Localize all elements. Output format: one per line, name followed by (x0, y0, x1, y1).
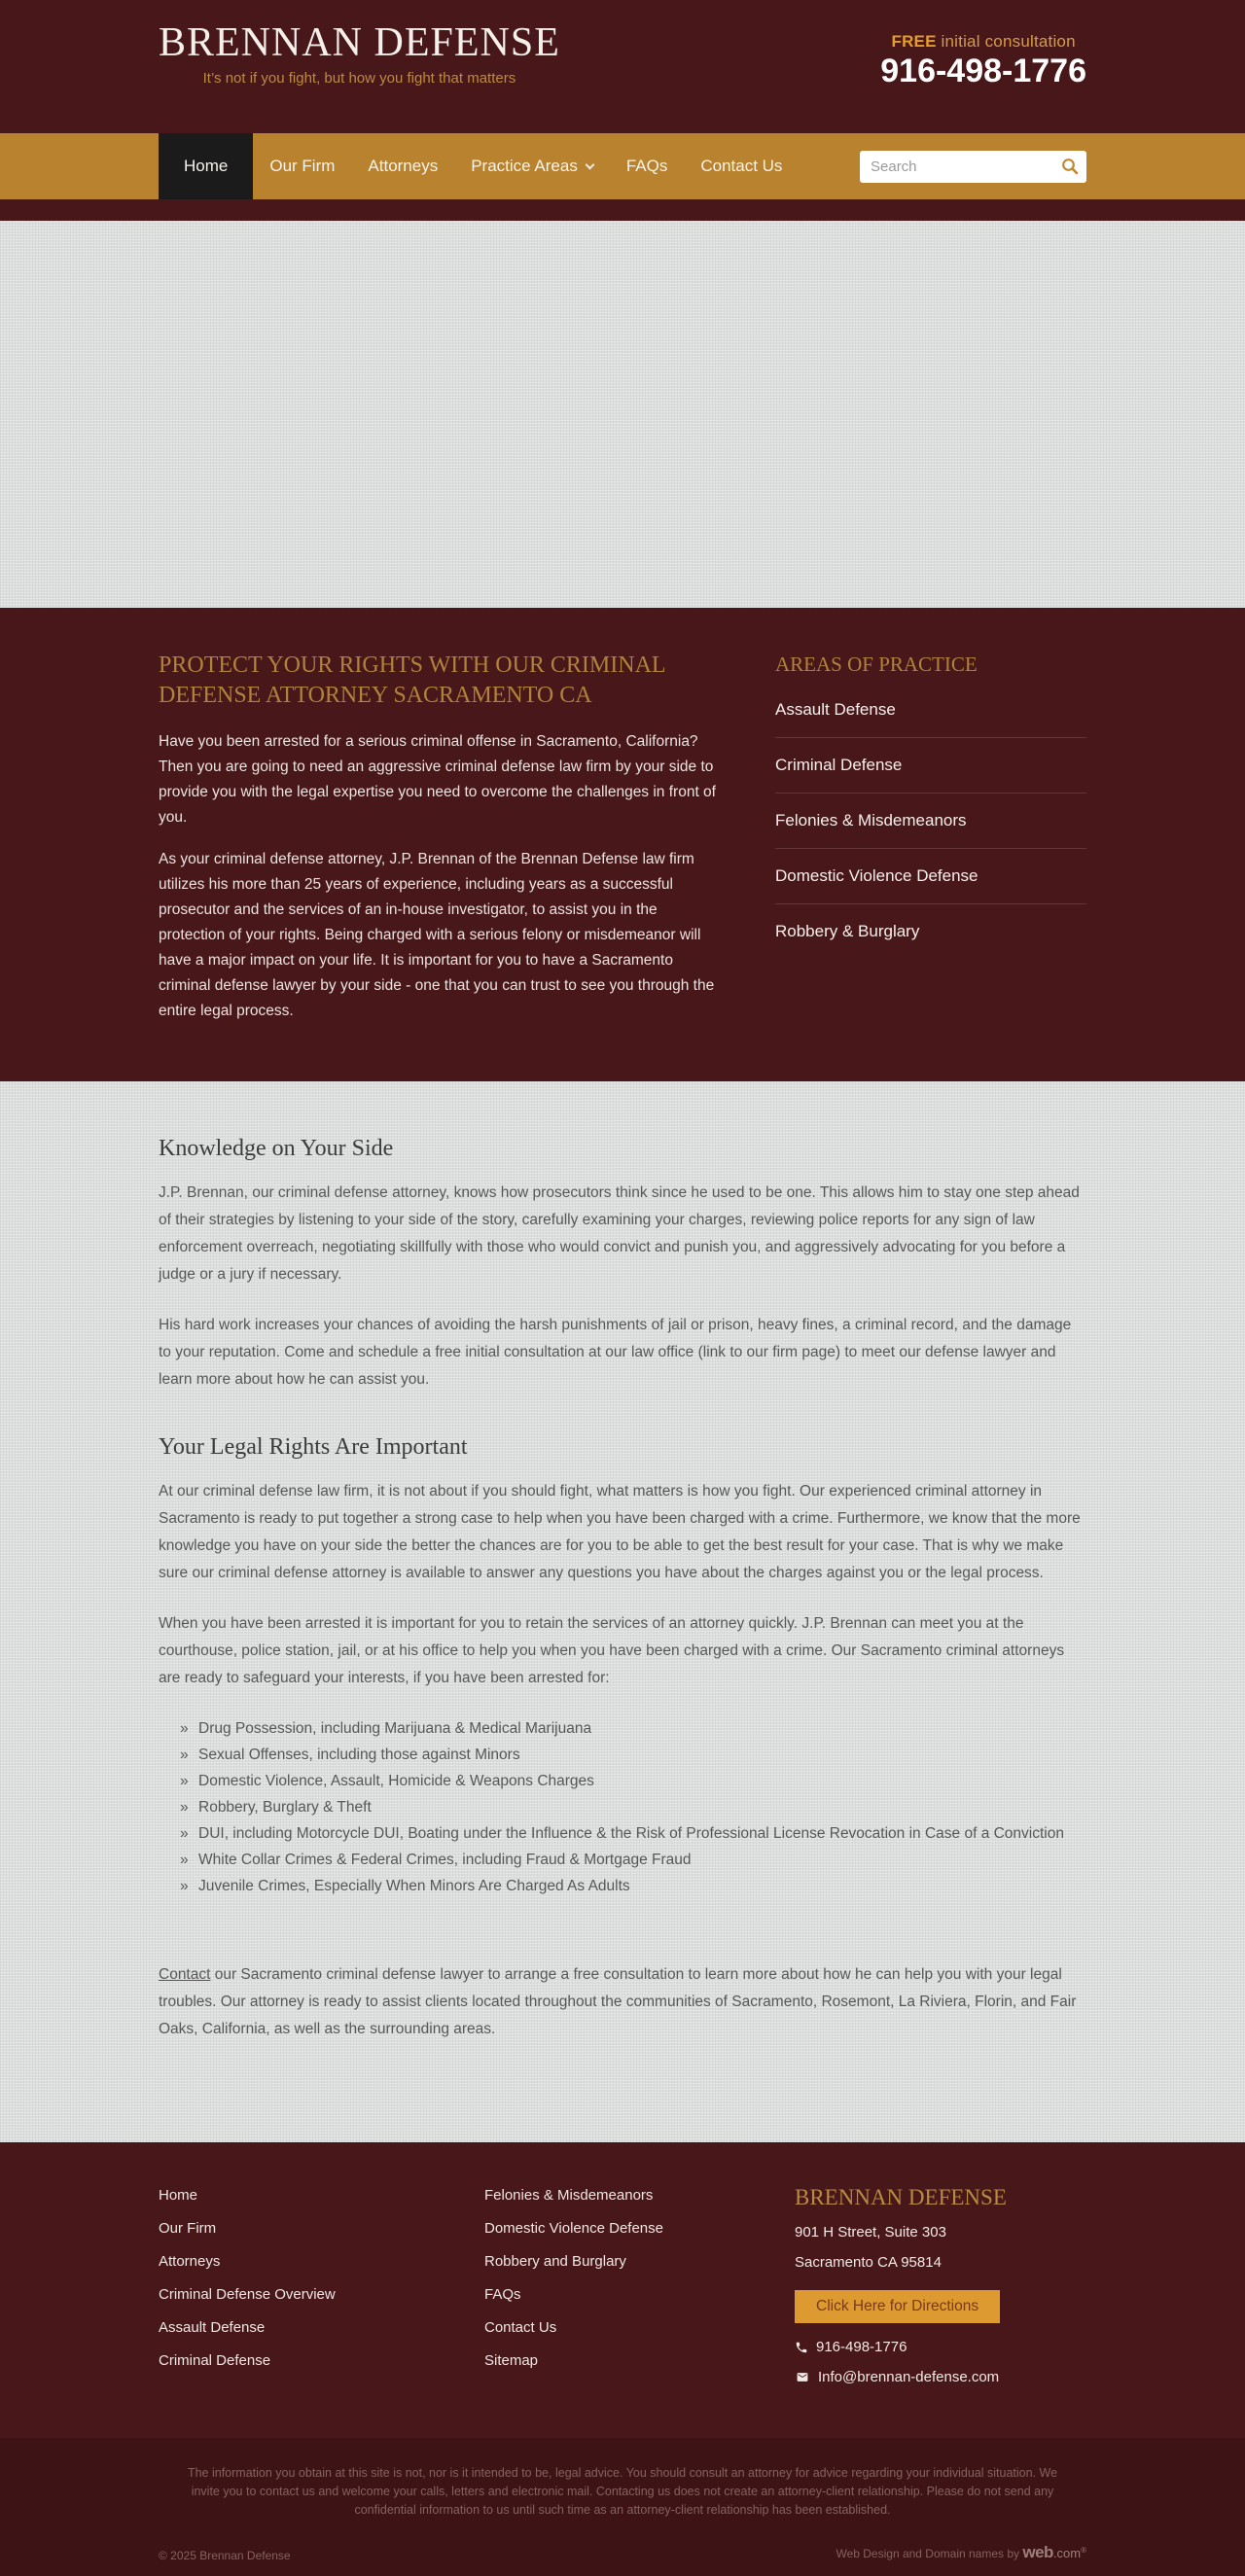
footer-email[interactable] (795, 2369, 1086, 2385)
nav-item-practice-areas[interactable] (454, 133, 610, 199)
footer-link[interactable]: Assault Defense (159, 2319, 266, 2337)
header-phone-number[interactable]: 916-498-1776 (880, 53, 1086, 89)
footer-links-column-1 (159, 2187, 484, 2399)
legal-rights-section (159, 1434, 1086, 1899)
nav-item-home[interactable]: Home (159, 133, 253, 199)
nav-item-attorneys[interactable]: Attorneys (368, 157, 439, 175)
envelope-icon (795, 2371, 810, 2383)
header-cta (880, 20, 1086, 90)
contact-paragraph-rest: our Sacramento criminal defense lawyer to arrange a free consultation to learn more about how he can help you with your legal troubles. Our attorney is ready to assist clients located throughout the communities of Sacramento, Rosemont, La Riviera, Florin, and Fair Oaks, California, as well as the surrounding areas. (159, 1966, 1077, 2038)
nav-item-contact-us[interactable]: Contact Us (700, 157, 783, 175)
list-item: » Robbery, Burglary & Theft (180, 1794, 1086, 1820)
footer-address-line2: Sacramento CA 95814 (795, 2254, 942, 2272)
footer-link[interactable]: Our Firm (159, 2220, 217, 2238)
free-rest-label: initial consultation (936, 32, 1076, 51)
chevron-down-icon (585, 159, 594, 169)
footer-phone[interactable] (795, 2339, 1086, 2355)
contact-link[interactable]: Contact (159, 1966, 211, 1984)
site-footer (0, 2142, 1245, 2438)
legal-rights-paragraph: When you have been arrested it is important for you to retain the services of an attorney quickly. J.P. Brennan can meet you at the courthouse, police station, jail, or at his office to help you when you have been charged with a crime. Our Sacramento criminal attorneys are ready to safeguard your interests, if you have been arrested for: (159, 1615, 1065, 1687)
footer-link[interactable]: Robbery and Burglary (484, 2253, 626, 2271)
footer-link[interactable]: Home (159, 2187, 198, 2205)
search-box (860, 151, 1086, 183)
site-tagline: It’s not if you fight, but how you fight that matters (202, 70, 516, 88)
footer-links-column-2 (484, 2187, 795, 2399)
copyright-text: © 2025 Brennan Defense (159, 2549, 291, 2563)
intro-wrapper (0, 199, 1245, 1081)
registered-mark: ® (1081, 2546, 1086, 2556)
legal-strip (0, 2438, 1245, 2576)
knowledge-paragraph: J.P. Brennan, our criminal defense attorney, knows how prosecutors think since he used to be one. This allows him to stay one step ahead of their strategies by listening to your side of the story, carefully examining your charges, reviewing police reports for any sign of law enforcement overreach, negotiating skillfully with those who would convict and punish you, and aggressively advocating for you before a judge or a jury if necessary. (159, 1184, 1080, 1284)
search-input[interactable] (860, 151, 1086, 183)
practice-area-link-domestic-violence[interactable]: Domestic Violence Defense (775, 849, 1086, 904)
hero-image (0, 221, 1245, 608)
search-icon (1061, 158, 1079, 175)
areas-of-practice-heading: AREAS OF PRACTICE (775, 653, 978, 676)
free-consultation-label (880, 32, 1086, 52)
site-header (0, 0, 1245, 133)
nav-item-practice-areas-label: Practice Areas (471, 157, 578, 175)
footer-email-address: Info@brennan-defense.com (818, 2369, 1000, 2386)
list-item: » Drug Possession, including Marijuana & Medical Marijuana (180, 1715, 1086, 1742)
footer-firm-name: BRENNAN DEFENSE (795, 2185, 1007, 2210)
directions-button[interactable]: Click Here for Directions (795, 2290, 1000, 2323)
contact-paragraph (159, 1961, 1086, 2043)
knowledge-paragraph: His hard work increases your chances of avoiding the harsh punishments of jail or prison, heavy fines, a criminal record, and the damage to your reputation. Come and schedule a free initial consultation at our law office (link to our firm page) to meet our defense lawyer and learn more about how he can assist you. (159, 1317, 1072, 1389)
footer-link[interactable]: Criminal Defense Overview (159, 2286, 336, 2304)
intro-section (0, 608, 1245, 1081)
nav-item-faqs[interactable]: FAQs (625, 157, 668, 175)
arrest-charges-list (180, 1715, 1086, 1899)
intro-copy (159, 651, 728, 1041)
footer-link[interactable]: Felonies & Misdemeanors (484, 2187, 654, 2205)
list-item: » Domestic Violence, Assault, Homicide & Weapons Charges (180, 1768, 1086, 1794)
list-item: » Juvenile Crimes, Especially When Minors Are Charged As Adults (180, 1873, 1086, 1899)
footer-link[interactable]: FAQs (484, 2286, 521, 2304)
footer-link[interactable]: Sitemap (484, 2352, 539, 2370)
nav-item-our-firm[interactable]: Our Firm (269, 157, 336, 175)
webcom-logo: web (1022, 2543, 1053, 2562)
knowledge-section (159, 1136, 1086, 1394)
designer-credit[interactable] (836, 2543, 1086, 2562)
phone-icon (795, 2341, 808, 2354)
main-nav (0, 133, 1245, 199)
intro-paragraph: As your criminal defense attorney, J.P. Brennan of the Brennan Defense law firm utilizes his more than 25 years of experience, including years as a successful prosecutor and the services of an in-house investigator, to assist you in the protection of your rights. Being charged with a serious felony or misdemeanor will have a major impact on your life. It is important for you to have a Sacramento criminal defense lawyer by your side - one that you can trust to see you through the entire legal process. (159, 851, 715, 1020)
intro-heading: PROTECT YOUR RIGHTS WITH OUR CRIMINAL DEFENSE ATTORNEY SACRAMENTO CA (159, 653, 665, 708)
areas-of-practice (775, 651, 1086, 1041)
list-item: » Sexual Offenses, including those against Minors (180, 1742, 1086, 1768)
footer-link[interactable]: Criminal Defense (159, 2352, 271, 2370)
site-logo[interactable]: BRENNAN DEFENSE (159, 20, 560, 65)
disclaimer-text: The information you obtain at this site is not, nor is it intended to be, legal advice. You should consult an attorney for advice regarding your individual situation. We invite you to contact us and welcome your calls, letters and electronic mail. Contacting us does not create an attorney-client relationship. Please do not send any confidential information to us until such time as an attorney-client relationship has been established. (187, 2466, 1058, 2518)
logo-block[interactable] (159, 20, 560, 87)
list-item: » DUI, including Motorcycle DUI, Boating under the Influence & the Risk of Professional License Revocation in Case of a Conviction (180, 1820, 1086, 1847)
practice-area-link-felonies[interactable]: Felonies & Misdemeanors (775, 794, 1086, 849)
free-label: FREE (891, 32, 937, 51)
main-content (0, 1081, 1245, 2142)
webcom-logo-com: .com (1052, 2546, 1082, 2561)
knowledge-heading: Knowledge on Your Side (159, 1136, 394, 1162)
practice-area-link-criminal[interactable]: Criminal Defense (775, 738, 1086, 794)
list-item: » White Collar Crimes & Federal Crimes, including Fraud & Mortgage Fraud (180, 1847, 1086, 1873)
legal-rights-paragraph: At our criminal defense law firm, it is not about if you should fight, what matters is how you fight. Our experienced criminal attorney in Sacramento is ready to put together a strong case to help when you have been charged with a crime. Furthermore, we know that the more knowledge you have on your side the better the chances are for you to be able to get the best result for your case. That is why we make sure our criminal defense attorney is available to answer any questions you have about the charges against you or the legal process. (159, 1483, 1081, 1582)
footer-link[interactable]: Attorneys (159, 2253, 221, 2271)
credit-prefix: Web Design and Domain names by (836, 2547, 1023, 2561)
practice-area-link-assault[interactable]: Assault Defense (775, 683, 1086, 738)
footer-firm-info (795, 2187, 1086, 2399)
footer-address-line1: 901 H Street, Suite 303 (795, 2224, 946, 2241)
footer-phone-number: 916-498-1776 (816, 2339, 907, 2356)
search-button[interactable] (1060, 158, 1080, 177)
intro-paragraph: Have you been arrested for a serious criminal offense in Sacramento, California? Then you are going to need an aggressive criminal defense law firm by your side to provide you with the legal expertise you need to overcome the challenges in front of you. (159, 733, 716, 827)
footer-link[interactable]: Domestic Violence Defense (484, 2220, 663, 2238)
footer-link[interactable]: Contact Us (484, 2319, 557, 2337)
practice-area-link-robbery[interactable]: Robbery & Burglary (775, 922, 920, 940)
legal-rights-heading: Your Legal Rights Are Important (159, 1434, 468, 1461)
